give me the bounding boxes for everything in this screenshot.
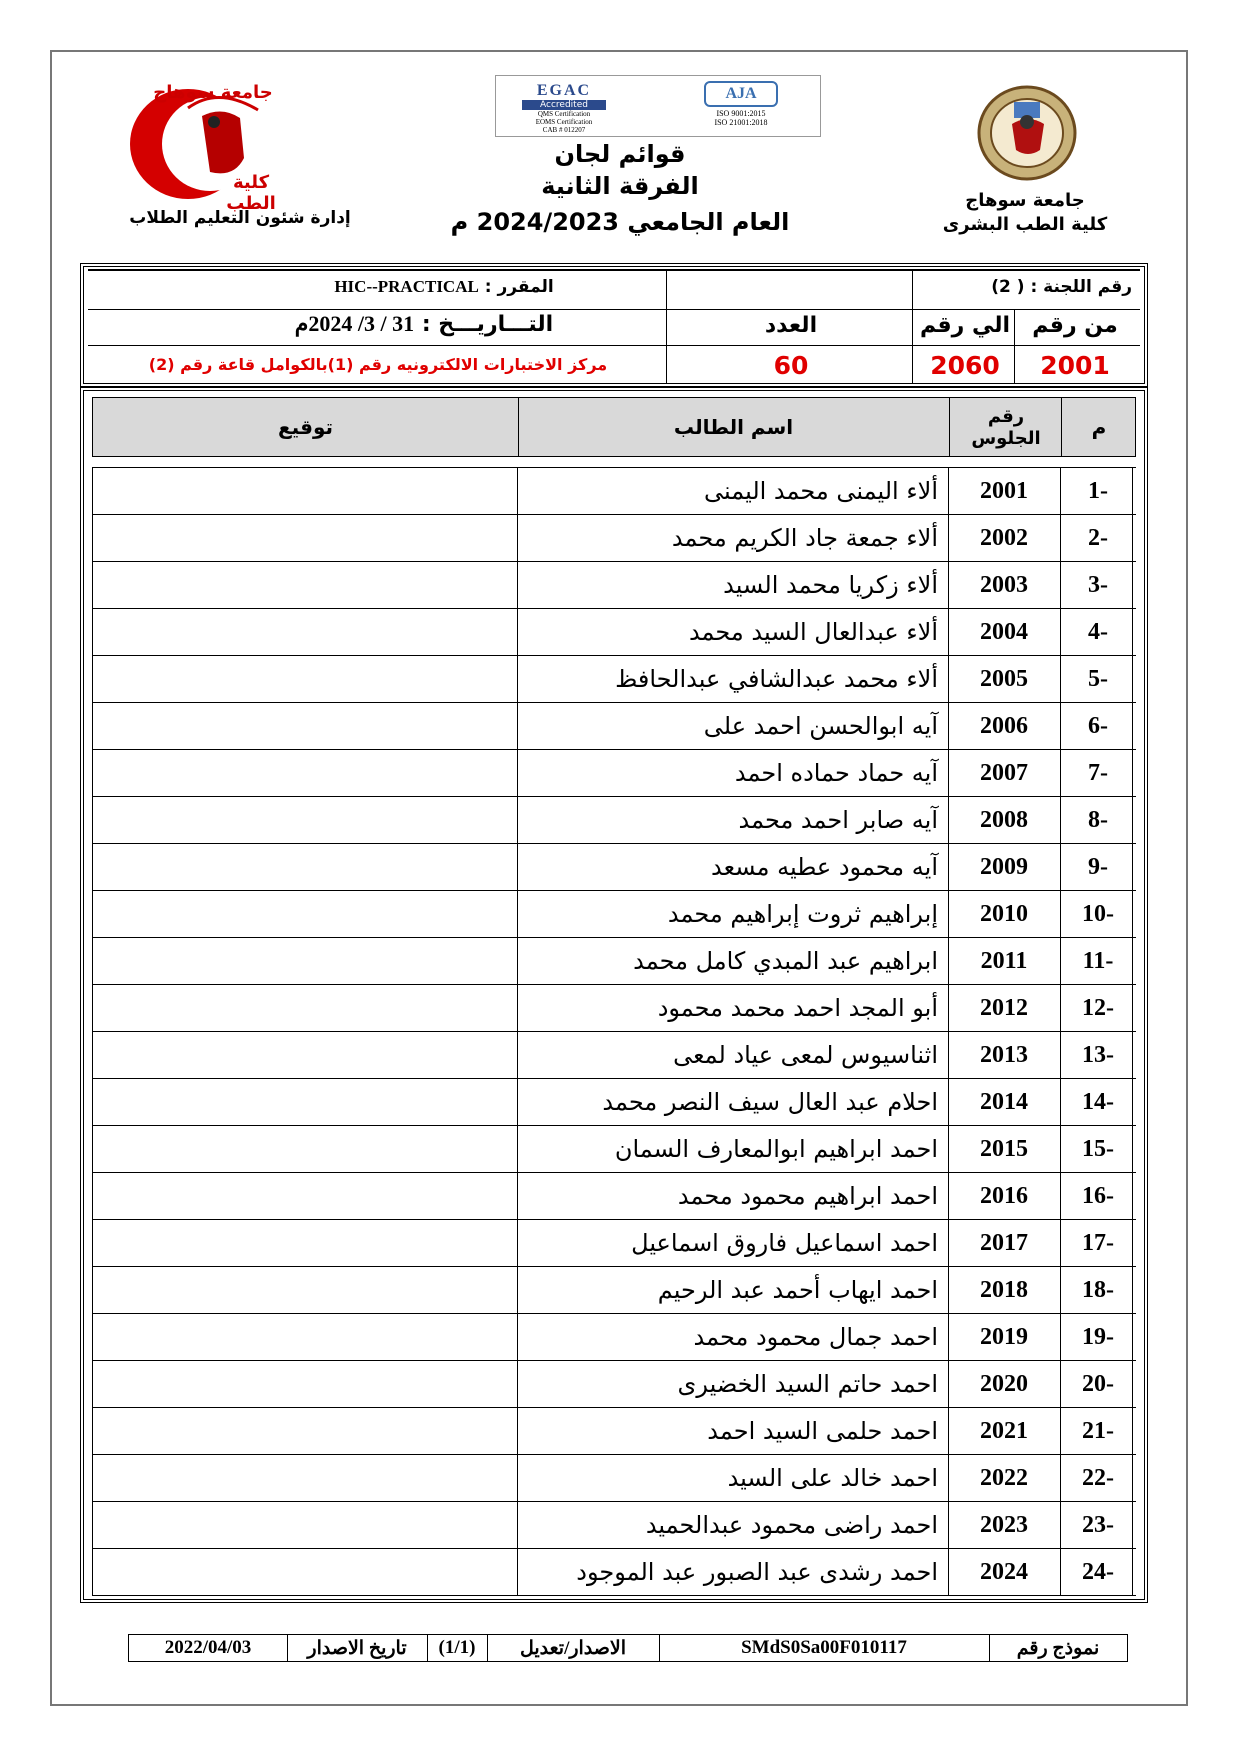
row-student-name: ألاء محمد عبدالشافي عبدالحافظ [615, 665, 938, 693]
course-field [234, 277, 654, 297]
egac-line-3: CAB # 012207 [542, 126, 586, 134]
row-seat-number: 2008 [980, 806, 1028, 833]
from-label: من رقم [1032, 313, 1118, 338]
course-label: المقرر : [484, 277, 554, 297]
row-signature-cell[interactable] [92, 797, 517, 843]
table-row [92, 1408, 1136, 1455]
row-student-name: احمد راضى محمود عبدالحميد [645, 1511, 938, 1539]
faculty-name: كلية الطب البشرى [942, 214, 1108, 235]
university-name: جامعة سوهاج [965, 190, 1085, 211]
footer-issue-value: 2022/04/03 [164, 1637, 252, 1658]
exam-location: مركز الاختبارات الالكترونيه رقم (1)بالكوامل قاعة رقم (2) [148, 355, 608, 374]
row-student-name: أبو المجد احمد محمد محمود [657, 994, 938, 1022]
logo-left-text-bottom: كلية الطب [226, 172, 276, 214]
row-student-name: احمد ابراهيم محمود محمد [677, 1182, 938, 1210]
row-index: 17- [1082, 1229, 1114, 1256]
row-signature-cell[interactable] [92, 1314, 517, 1360]
row-student-name: احلام عبد العال سيف النصر محمد [602, 1088, 938, 1116]
row-seat-number: 2001 [980, 477, 1028, 504]
row-index: 21- [1082, 1417, 1114, 1444]
row-signature-cell[interactable] [92, 1502, 517, 1548]
row-seat-number: 2006 [980, 712, 1028, 739]
row-seat-number: 2024 [980, 1558, 1028, 1585]
logo-left-text-top: جامعة سوهاج [153, 82, 273, 103]
row-student-name: ألاء جمعة جاد الكريم محمد [671, 524, 938, 552]
row-signature-cell[interactable] [92, 1173, 517, 1219]
row-signature-cell[interactable] [92, 1079, 517, 1125]
row-signature-cell[interactable] [92, 750, 517, 796]
table-row [92, 515, 1136, 562]
title-academic-year: العام الجامعي 2024/2023 م [450, 208, 790, 236]
aja-line-2: ISO 21001:2018 [714, 118, 768, 127]
row-signature-cell[interactable] [92, 562, 517, 608]
row-signature-cell[interactable] [92, 985, 517, 1031]
faculty-logo-left [118, 82, 298, 214]
row-student-name: ألاء عبدالعال السيد محمد [688, 618, 938, 646]
footer-version-label: الاصدار/تعديل [519, 1637, 627, 1659]
table-row [92, 656, 1136, 703]
aja-logo [686, 81, 796, 133]
row-signature-cell[interactable] [92, 656, 517, 702]
footer-form-label: نموذج رقم [1016, 1637, 1100, 1659]
department-label: إدارة شئون التعليم الطلاب [129, 208, 351, 228]
accreditation-logos [495, 75, 821, 137]
row-seat-number: 2011 [980, 947, 1028, 974]
egac-mark: EGAC [536, 82, 592, 99]
row-seat-number: 2017 [980, 1229, 1028, 1256]
row-seat-number: 2010 [980, 900, 1028, 927]
row-seat-number: 2002 [980, 524, 1028, 551]
table-row [92, 1314, 1136, 1361]
row-student-name: آيه صابر احمد محمد [738, 806, 938, 834]
row-index: 18- [1082, 1276, 1114, 1303]
row-seat-number: 2005 [980, 665, 1028, 692]
count-value: 60 [773, 351, 809, 380]
date-value: 31 / 3/ 2024م [294, 311, 415, 336]
footer-bar [128, 1634, 1128, 1662]
row-seat-number: 2016 [980, 1182, 1028, 1209]
egac-line-2: EOMS Certification [535, 118, 593, 126]
row-signature-cell[interactable] [92, 609, 517, 655]
row-student-name: احمد ابراهيم ابوالمعارف السمان [614, 1135, 938, 1163]
table-row [92, 703, 1136, 750]
row-index: 19- [1082, 1323, 1114, 1350]
committee-number: رقم اللجنة : ( 2) [991, 277, 1132, 297]
table-row [92, 468, 1136, 515]
table-row [92, 891, 1136, 938]
table-row [92, 1267, 1136, 1314]
row-index: 8- [1088, 806, 1108, 833]
row-seat-number: 2020 [980, 1370, 1028, 1397]
date-label: التـــاريـــخ : [421, 312, 554, 337]
students-table [80, 387, 1148, 1603]
table-row [92, 938, 1136, 985]
title-committees: قوائم لجان [554, 140, 686, 168]
committee-info-table [80, 263, 1148, 387]
table-row [92, 1549, 1136, 1596]
row-student-name: اثناسيوس لمعى عياد لمعى [673, 1041, 938, 1069]
row-signature-cell[interactable] [92, 468, 517, 514]
aja-mark: AJA [704, 81, 778, 107]
header-index: م [1091, 415, 1107, 439]
row-index: 14- [1082, 1088, 1114, 1115]
header-name: اسم الطالب [673, 415, 794, 439]
egac-line-1: QMS Certification [537, 110, 591, 118]
table-row [92, 1173, 1136, 1220]
footer-version-value: (1/1) [438, 1637, 476, 1658]
row-seat-number: 2022 [980, 1464, 1028, 1491]
table-row [92, 1502, 1136, 1549]
row-index: 22- [1082, 1464, 1114, 1491]
row-signature-cell[interactable] [92, 1032, 517, 1078]
table-row [92, 1361, 1136, 1408]
row-seat-number: 2021 [980, 1417, 1028, 1444]
row-student-name: آيه حماد حماده احمد [734, 759, 938, 787]
footer-form-value: SMdS0Sa00F010117 [741, 1637, 907, 1658]
header-seat: رقم الجلوس [971, 406, 1041, 449]
table-row [92, 1032, 1136, 1079]
row-index: 3- [1088, 571, 1108, 598]
row-signature-cell[interactable] [92, 1267, 517, 1313]
table-row [92, 985, 1136, 1032]
university-logo-right [976, 84, 1078, 182]
row-student-name: احمد خالد على السيد [727, 1464, 938, 1492]
row-signature-cell[interactable] [92, 515, 517, 561]
row-student-name: احمد جمال محمود محمد [693, 1323, 938, 1351]
row-seat-number: 2007 [980, 759, 1028, 786]
row-index: 2- [1088, 524, 1108, 551]
table-row [92, 1079, 1136, 1126]
row-student-name: إبراهيم ثروت إبراهيم محمد [667, 900, 938, 928]
row-index: 13- [1082, 1041, 1114, 1068]
row-seat-number: 2019 [980, 1323, 1028, 1350]
table-row [92, 844, 1136, 891]
row-student-name: آيه محمود عطيه مسعد [711, 853, 938, 881]
row-signature-cell[interactable] [92, 844, 517, 890]
row-index: 16- [1082, 1182, 1114, 1209]
row-seat-number: 2015 [980, 1135, 1028, 1162]
row-index: 20- [1082, 1370, 1114, 1397]
date-field [204, 311, 644, 337]
row-index: 15- [1082, 1135, 1114, 1162]
to-value: 2060 [930, 351, 1000, 380]
table-row [92, 1126, 1136, 1173]
row-signature-cell[interactable] [92, 1455, 517, 1501]
row-student-name: آيه ابوالحسن احمد على [703, 712, 938, 740]
course-value: HIC--PRACTICAL [334, 277, 479, 296]
table-header [92, 397, 1136, 457]
row-index: 10- [1082, 900, 1114, 927]
row-index: 5- [1088, 665, 1108, 692]
row-seat-number: 2004 [980, 618, 1028, 645]
row-signature-cell[interactable] [92, 1549, 517, 1595]
row-index: 23- [1082, 1511, 1114, 1538]
table-row [92, 1455, 1136, 1502]
row-signature-cell[interactable] [92, 891, 517, 937]
to-label: الي رقم [919, 313, 1011, 338]
row-seat-number: 2023 [980, 1511, 1028, 1538]
row-index: 7- [1088, 759, 1108, 786]
title-level: الفرقة الثانية [541, 172, 699, 200]
table-row [92, 562, 1136, 609]
row-index: 24- [1082, 1558, 1114, 1585]
egac-logo [504, 82, 624, 132]
row-student-name: احمد ايهاب أحمد عبد الرحيم [657, 1276, 938, 1304]
row-student-name: احمد حاتم السيد الخضيرى [677, 1370, 938, 1398]
row-index: 11- [1082, 947, 1114, 974]
from-value: 2001 [1040, 351, 1110, 380]
row-index: 1- [1088, 477, 1108, 504]
row-index: 12- [1082, 994, 1114, 1021]
row-seat-number: 2014 [980, 1088, 1028, 1115]
row-signature-cell[interactable] [92, 1361, 517, 1407]
row-student-name: احمد حلمى السيد احمد [707, 1417, 938, 1445]
row-index: 4- [1088, 618, 1108, 645]
row-seat-number: 2013 [980, 1041, 1028, 1068]
count-label: العدد [764, 313, 818, 338]
row-student-name: ابراهيم عبد المبدي كامل محمد [633, 947, 938, 975]
row-signature-cell[interactable] [92, 1408, 517, 1454]
egac-accredited: Accredited [522, 100, 606, 110]
row-signature-cell[interactable] [92, 1126, 517, 1172]
table-row [92, 1220, 1136, 1267]
table-row [92, 609, 1136, 656]
row-seat-number: 2009 [980, 853, 1028, 880]
footer-issue-label: تاريخ الاصدار [307, 1637, 407, 1659]
aja-line-1: ISO 9001:2015 [716, 109, 766, 118]
row-student-name: احمد اسماعيل فاروق اسماعيل [631, 1229, 938, 1257]
row-signature-cell[interactable] [92, 938, 517, 984]
row-seat-number: 2012 [980, 994, 1028, 1021]
row-index: 9- [1088, 853, 1108, 880]
row-student-name: ألاء اليمنى محمد اليمنى [703, 477, 938, 505]
row-signature-cell[interactable] [92, 703, 517, 749]
row-student-name: احمد رشدى عبد الصبور عبد الموجود [576, 1558, 938, 1586]
row-student-name: ألاء زكريا محمد السيد [723, 571, 938, 599]
row-seat-number: 2003 [980, 571, 1028, 598]
row-signature-cell[interactable] [92, 1220, 517, 1266]
row-seat-number: 2018 [980, 1276, 1028, 1303]
table-row [92, 750, 1136, 797]
row-index: 6- [1088, 712, 1108, 739]
header-signature: توقيع [278, 415, 333, 439]
table-row [92, 797, 1136, 844]
